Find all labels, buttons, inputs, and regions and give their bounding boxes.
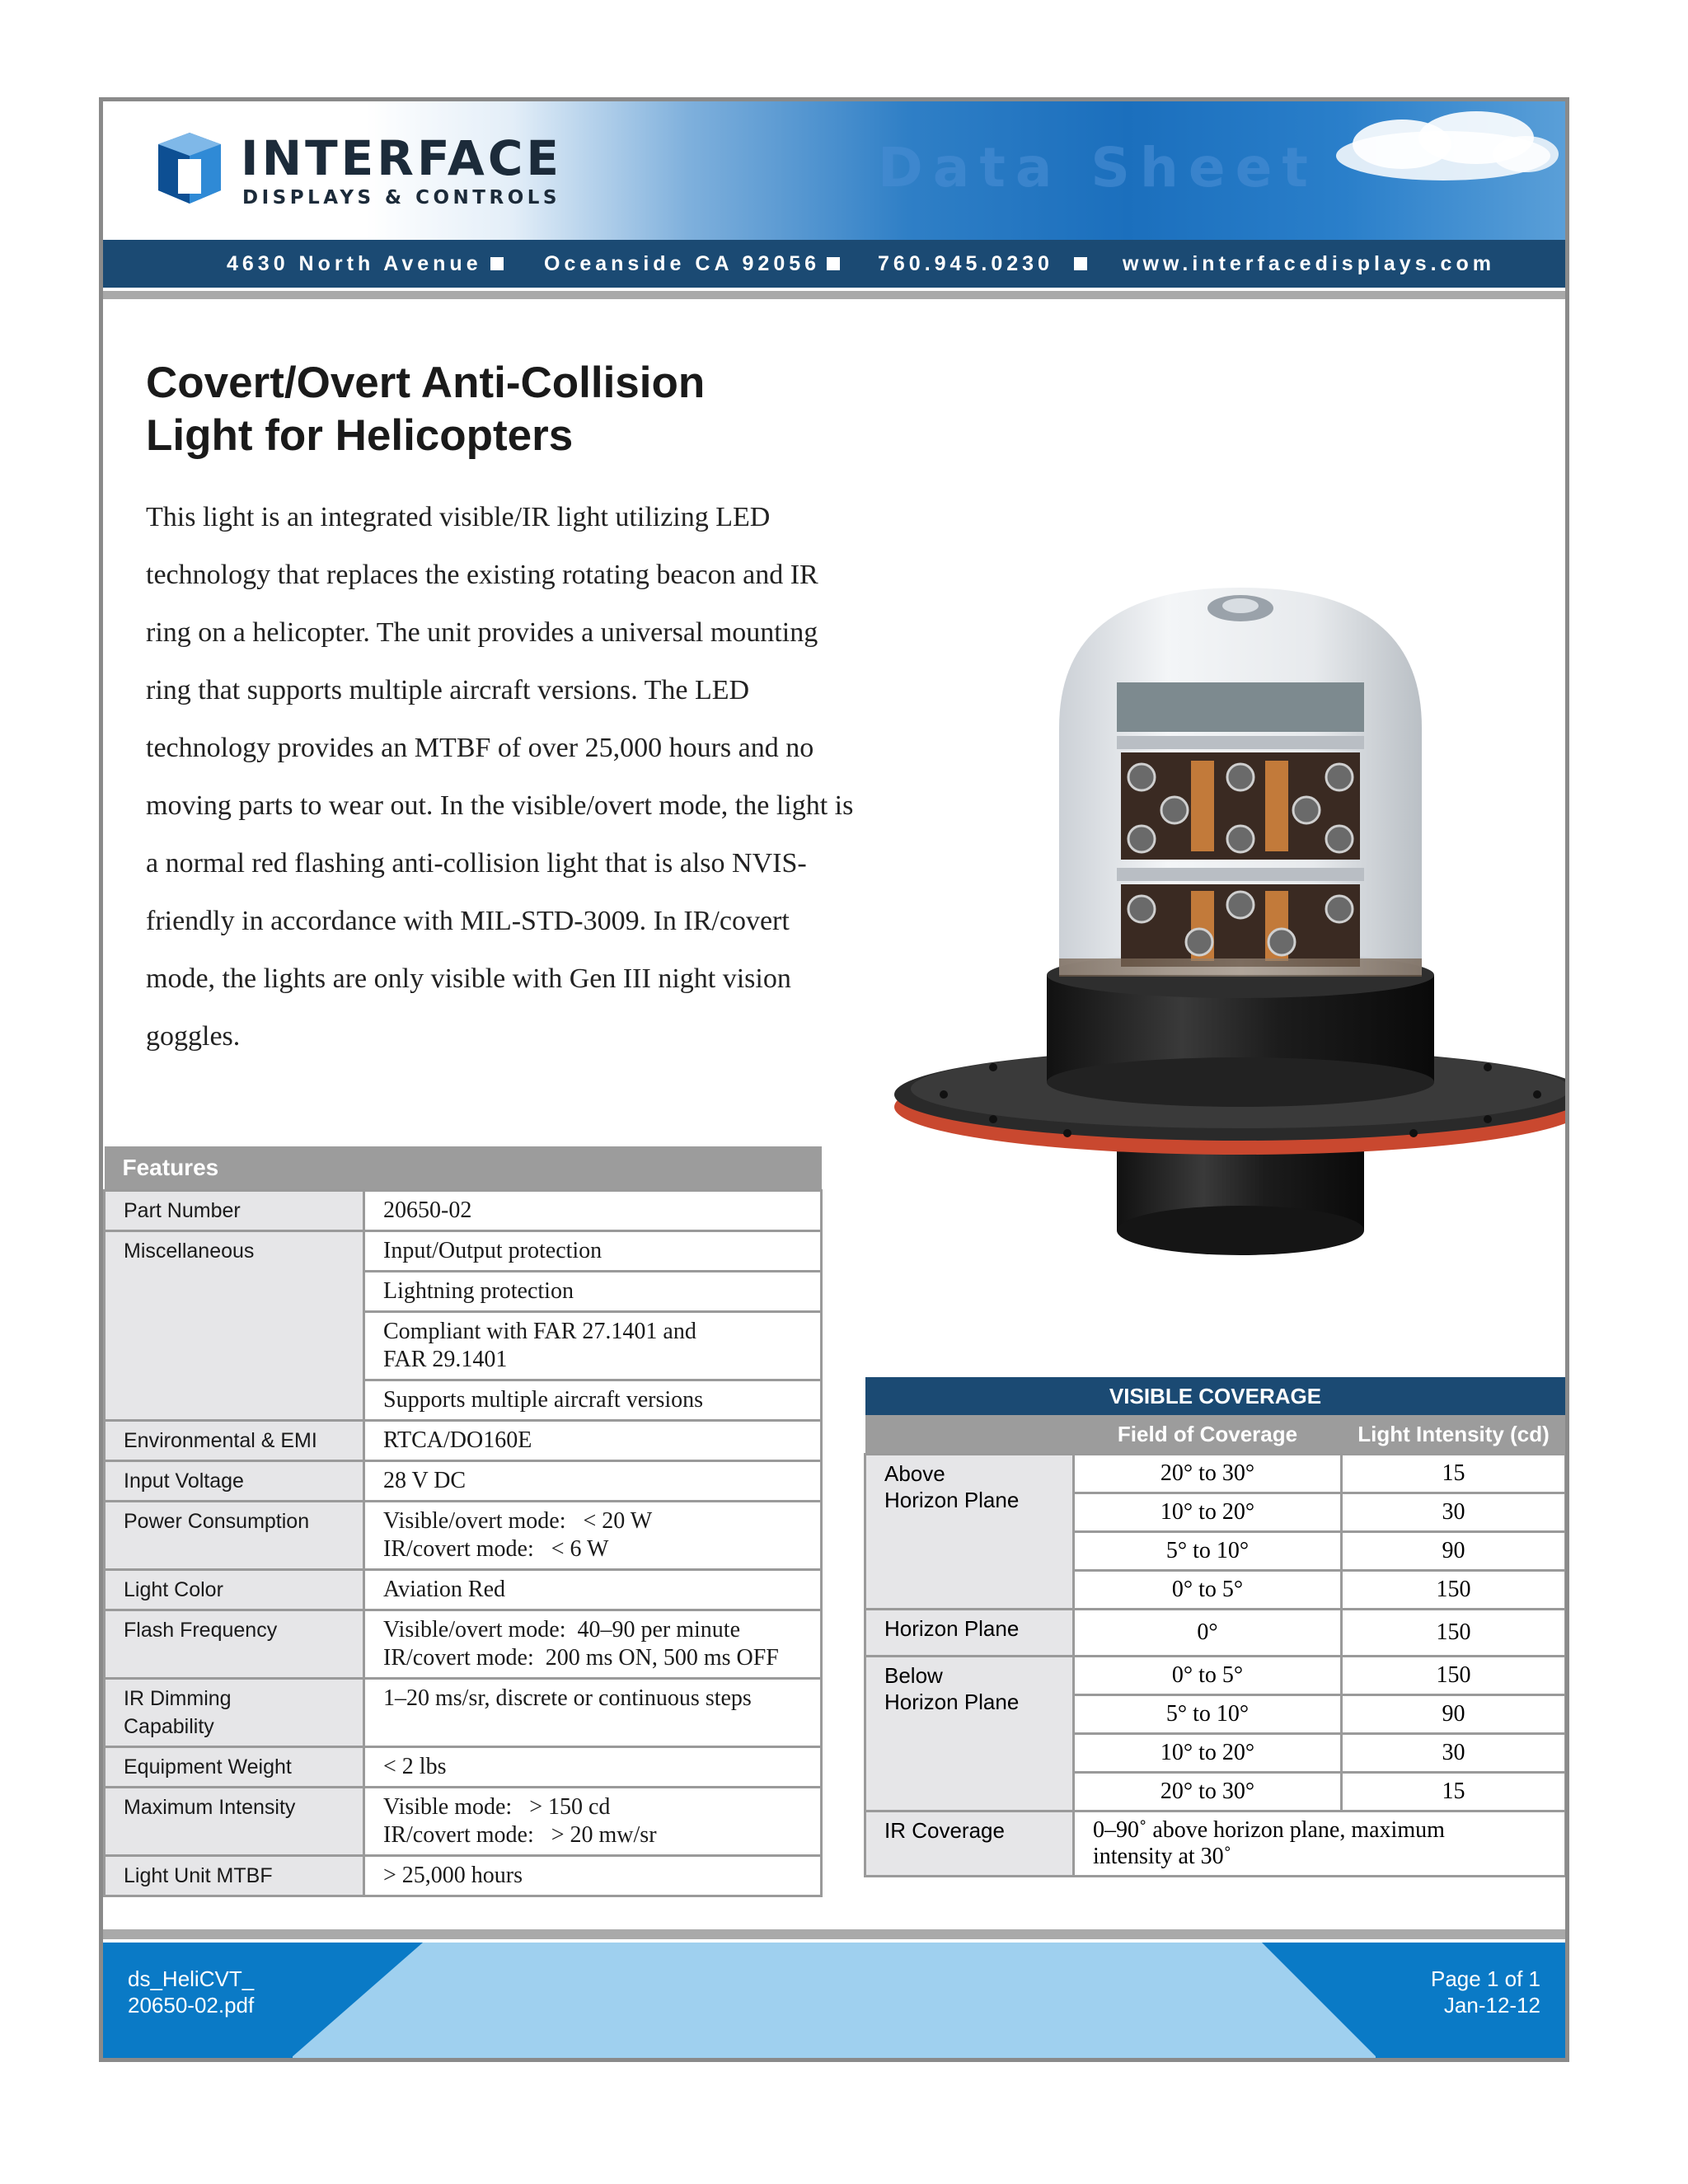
website-link[interactable]: www.interfacedisplays.com [1123, 252, 1495, 275]
intensity-cell: 30 [1342, 1493, 1566, 1532]
filename-line-1: ds_HeliCVT_ [128, 1966, 255, 1991]
feature-value-line: Visible/overt mode: < 20 W [383, 1508, 653, 1534]
feature-label: Equipment Weight [105, 1747, 364, 1788]
table-row [105, 1231, 822, 1272]
product-title [146, 357, 888, 462]
feature-value-line: FAR 29.1401 [383, 1347, 508, 1372]
title-line-1: Covert/Overt Anti-Collision [146, 359, 706, 407]
feature-value-line: Visible mode: > 150 cd [383, 1794, 611, 1820]
footer-filename [128, 1966, 293, 2018]
separator-square-icon [1074, 257, 1087, 270]
feature-value-line: Compliant with FAR 27.1401 and [383, 1319, 696, 1344]
ir-coverage-line: 0–90˚ above horizon plane, maximum [1093, 1817, 1445, 1843]
feature-label: Input Voltage [105, 1461, 364, 1502]
feature-value-line: IR/covert mode: 200 ms ON, 500 ms OFF [383, 1645, 779, 1671]
field-cell: 0° to 5° [1074, 1657, 1342, 1695]
intensity-cell: 15 [1342, 1773, 1566, 1811]
field-cell: 20° to 30° [1074, 1455, 1342, 1493]
document-type: Data Sheet [878, 136, 1318, 199]
column-header-intensity: Light Intensity (cd) [1342, 1415, 1566, 1455]
intensity-cell: 150 [1342, 1657, 1566, 1695]
contact-bar [103, 240, 1565, 288]
field-cell: 0° to 5° [1074, 1571, 1342, 1610]
filename-line-2: 20650-02.pdf [128, 1993, 255, 2018]
feature-value: RTCA/DO160E [364, 1421, 822, 1461]
feature-label [105, 1679, 364, 1747]
table-row [865, 1657, 1566, 1695]
field-cell: 5° to 10° [1074, 1695, 1342, 1734]
field-cell: 10° to 20° [1074, 1493, 1342, 1532]
feature-value: 28 V DC [364, 1461, 822, 1502]
separator-square-icon [827, 257, 840, 270]
feature-value: Lightning protection [364, 1272, 822, 1312]
intensity-cell: 30 [1342, 1734, 1566, 1773]
footer-page-info [1376, 1966, 1540, 2018]
feature-value [364, 1312, 822, 1380]
zone-label: Horizon Plane [865, 1610, 1074, 1657]
feature-label-line: IR Dimming [124, 1687, 232, 1710]
table-row [105, 1610, 822, 1679]
company-subtitle: DISPLAYS & CONTROLS [242, 187, 560, 209]
table-row [865, 1610, 1566, 1657]
table-row [105, 1788, 822, 1856]
feature-value-line: IR/covert mode: < 6 W [383, 1536, 609, 1562]
field-cell: 10° to 20° [1074, 1734, 1342, 1773]
visible-coverage-table [864, 1377, 1567, 1877]
column-header-field: Field of Coverage [1074, 1415, 1342, 1455]
company-name: INTERFACE [241, 130, 563, 186]
feature-value: Input/Output protection [364, 1231, 822, 1272]
table-row [865, 1455, 1566, 1493]
header-banner [103, 101, 1565, 240]
title-line-2: Light for Helicopters [146, 411, 574, 460]
intensity-cell: 90 [1342, 1695, 1566, 1734]
feature-label: Light Unit MTBF [105, 1856, 364, 1896]
feature-label-line: Capability [124, 1715, 214, 1738]
header-rule [103, 291, 1565, 299]
table-row [105, 1421, 822, 1461]
feature-value-line: Visible/overt mode: 40–90 per minute [383, 1617, 741, 1643]
feature-label: Flash Frequency [105, 1610, 364, 1679]
page-number: Page 1 of 1 [1431, 1966, 1540, 1991]
intensity-cell: 150 [1342, 1571, 1566, 1610]
table-row [105, 1856, 822, 1896]
ir-coverage-value [1074, 1811, 1566, 1877]
field-cell: 0° [1074, 1610, 1342, 1657]
feature-label: Part Number [105, 1191, 364, 1231]
intensity-cell: 15 [1342, 1455, 1566, 1493]
phone-text: 760.945.0230 [878, 252, 1053, 275]
cloud-graphic [1287, 105, 1559, 195]
product-description: This light is an integrated visible/IR light utilizing LED technology that replaces the existing rotating beacon and IR ring on a helicopter. The unit provides a universal mounting ring that supports multiple aircraft versions. The LED technology provides an MTBF of over 25,000 hours and no moving parts to wear out. In the visible/overt mode, the light is a normal red flashing anti-collision light that is also NVIS-friendly in accordance with MIL-STD-3009. In IR/covert mode, the lights are only visible with Gen III night vision goggles. [146, 502, 854, 1052]
feature-label: Light Color [105, 1570, 364, 1610]
zone-label [865, 1657, 1074, 1811]
address-text: 4630 North Avenue [227, 252, 482, 275]
feature-value: 1–20 ms/sr, discrete or continuous steps [364, 1679, 822, 1747]
data-sheet-page [99, 97, 1569, 2062]
footer-right-slant [1262, 1943, 1377, 2058]
anti-collision-light-photo [870, 513, 1569, 1338]
zone-label-line: Horizon Plane [884, 1690, 1020, 1714]
zone-label-line: Below [884, 1663, 943, 1688]
feature-value: < 2 lbs [364, 1747, 822, 1788]
feature-value [364, 1502, 822, 1570]
coverage-heading: VISIBLE COVERAGE [865, 1377, 1566, 1415]
table-row [105, 1461, 822, 1502]
coverage-corner-cell [865, 1415, 1074, 1455]
feature-label: Power Consumption [105, 1502, 364, 1570]
table-row [865, 1811, 1566, 1877]
feature-value: Supports multiple aircraft versions [364, 1380, 822, 1421]
feature-value [364, 1788, 822, 1856]
table-row [105, 1747, 822, 1788]
feature-label: Maximum Intensity [105, 1788, 364, 1856]
table-row [105, 1679, 822, 1747]
feature-value: > 25,000 hours [364, 1856, 822, 1896]
document-date: Jan-12-12 [1443, 1993, 1540, 2018]
zone-label [865, 1455, 1074, 1610]
intensity-cell: 90 [1342, 1532, 1566, 1571]
footer-left-slant [291, 1943, 423, 2058]
table-row [105, 1570, 822, 1610]
field-cell: 20° to 30° [1074, 1773, 1342, 1811]
footer-banner [103, 1943, 1565, 2058]
logo-cube-icon [148, 126, 231, 209]
feature-label: Miscellaneous [105, 1231, 364, 1421]
zone-label: IR Coverage [865, 1811, 1074, 1877]
zone-label-line: Horizon Plane [884, 1488, 1020, 1512]
feature-value: Aviation Red [364, 1570, 822, 1610]
company-logo [148, 126, 643, 217]
feature-value-line: IR/covert mode: > 20 mw/sr [383, 1822, 657, 1848]
table-row [105, 1191, 822, 1231]
footer-rule [103, 1929, 1565, 1939]
features-table [103, 1146, 823, 1897]
field-cell: 5° to 10° [1074, 1532, 1342, 1571]
ir-coverage-line: intensity at 30˚ [1093, 1844, 1231, 1869]
separator-square-icon [490, 257, 504, 270]
city-text: Oceanside CA 92056 [544, 252, 821, 275]
zone-label-line: Above [884, 1461, 945, 1486]
feature-value: 20650-02 [364, 1191, 822, 1231]
table-row [105, 1502, 822, 1570]
feature-label: Environmental & EMI [105, 1421, 364, 1461]
features-heading: Features [105, 1146, 822, 1191]
feature-value [364, 1610, 822, 1679]
intensity-cell: 150 [1342, 1610, 1566, 1657]
